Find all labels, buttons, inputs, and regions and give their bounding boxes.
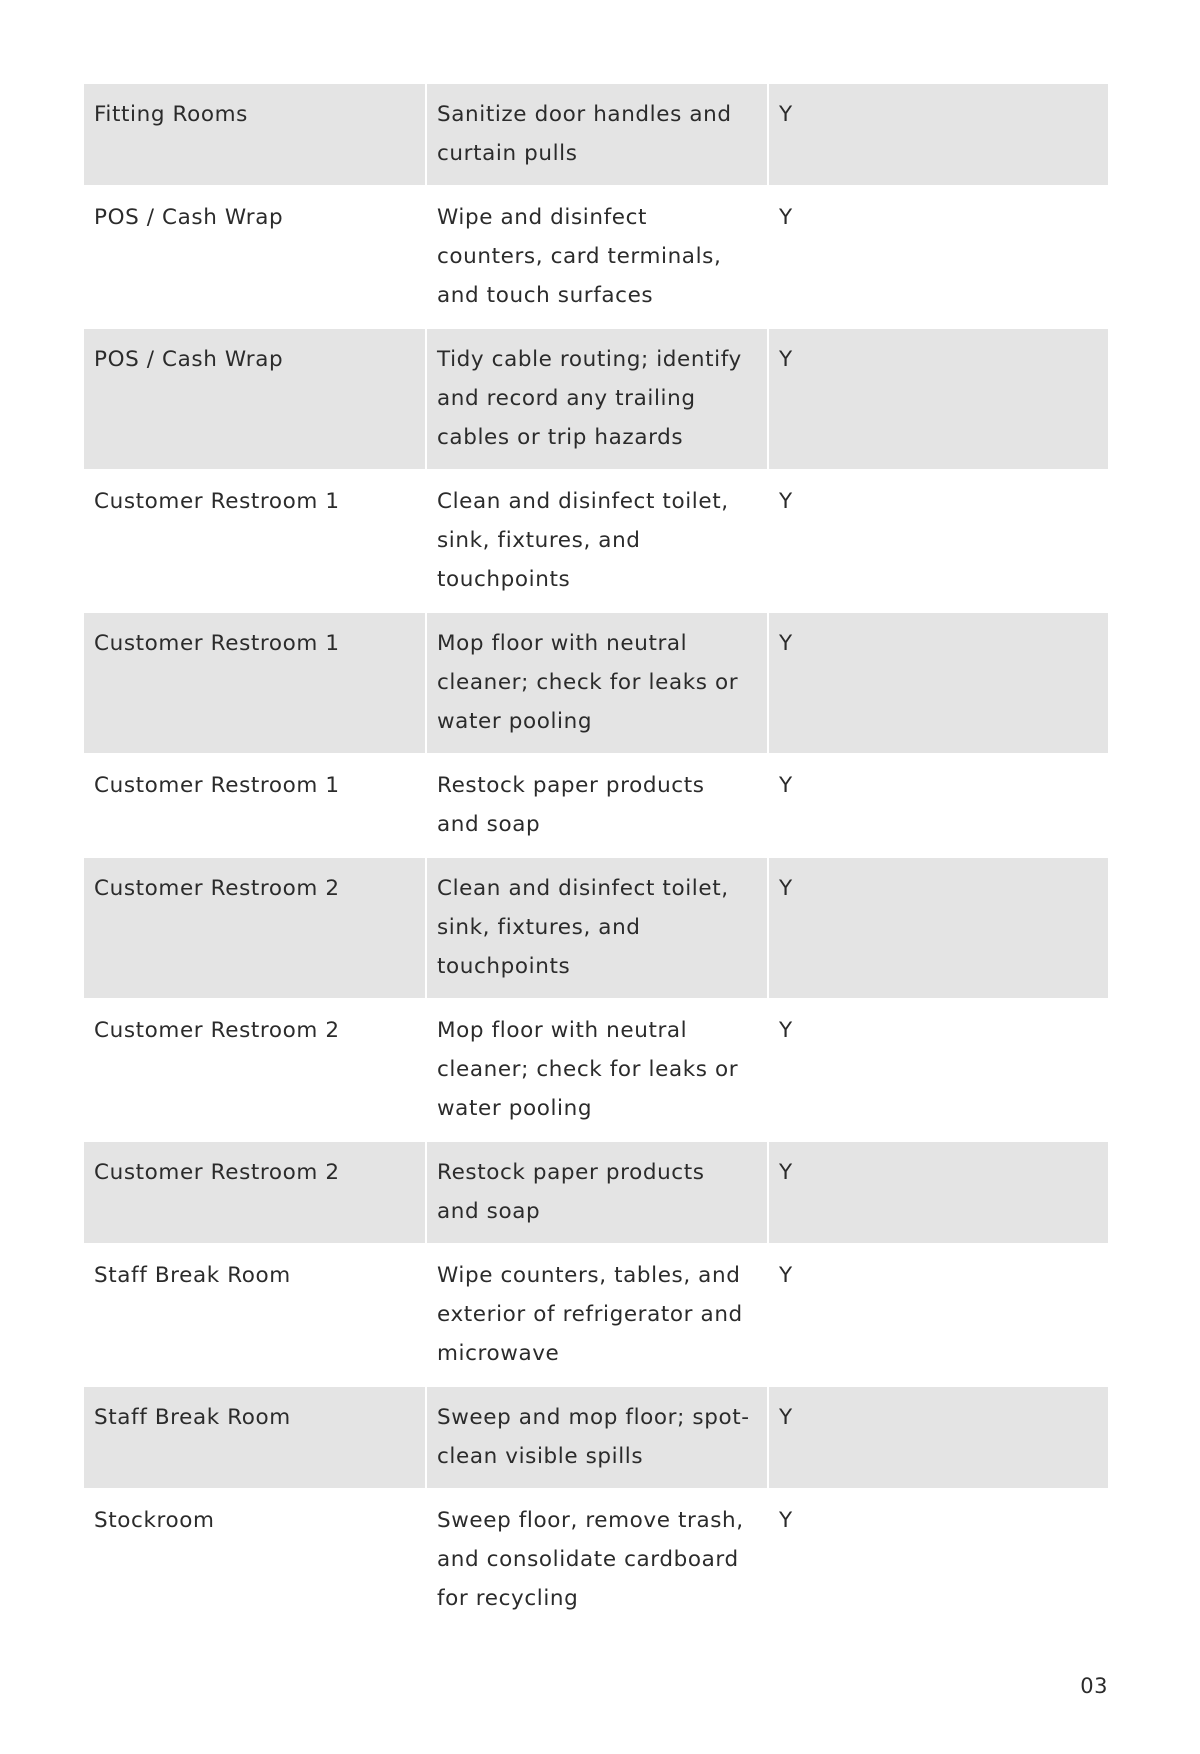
cleaning-checklist-table (84, 84, 1108, 1632)
table-row (84, 754, 1108, 857)
area-cell: POS / Cash Wrap (84, 186, 426, 328)
task-cell: Wipe counters, tables, and exterior of refrigerator and microwave (426, 1244, 768, 1386)
task-cell: Clean and disinfect toilet, sink, fixtures, and touchpoints (426, 470, 768, 612)
area-cell: Customer Restroom 1 (84, 612, 426, 754)
completed-cell: Y (768, 1244, 1108, 1386)
task-cell: Restock paper products and soap (426, 754, 768, 857)
completed-cell: Y (768, 1141, 1108, 1244)
table-row (84, 186, 1108, 328)
table-row (84, 1141, 1108, 1244)
task-cell: Tidy cable routing; identify and record any trailing cables or trip hazards (426, 328, 768, 470)
area-cell: Staff Break Room (84, 1386, 426, 1489)
task-cell: Sweep and mop floor; spot-clean visible spills (426, 1386, 768, 1489)
area-cell: Customer Restroom 2 (84, 999, 426, 1141)
task-cell: Restock paper products and soap (426, 1141, 768, 1244)
completed-cell: Y (768, 857, 1108, 999)
completed-cell: Y (768, 328, 1108, 470)
area-cell: Customer Restroom 2 (84, 857, 426, 999)
task-cell: Wipe and disinfect counters, card terminals, and touch surfaces (426, 186, 768, 328)
area-cell: POS / Cash Wrap (84, 328, 426, 470)
table-row (84, 999, 1108, 1141)
completed-cell: Y (768, 470, 1108, 612)
completed-cell: Y (768, 186, 1108, 328)
task-cell: Mop floor with neutral cleaner; check for leaks or water pooling (426, 999, 768, 1141)
table-row (84, 1386, 1108, 1489)
area-cell: Customer Restroom 1 (84, 754, 426, 857)
completed-cell: Y (768, 754, 1108, 857)
table-row (84, 612, 1108, 754)
completed-cell: Y (768, 84, 1108, 186)
table-row (84, 84, 1108, 186)
table-row (84, 857, 1108, 999)
task-cell: Sanitize door handles and curtain pulls (426, 84, 768, 186)
area-cell: Customer Restroom 1 (84, 470, 426, 612)
table-row (84, 328, 1108, 470)
page-number: 03 (1080, 1674, 1108, 1698)
table-row (84, 1489, 1108, 1631)
task-cell: Sweep floor, remove trash, and consolidate cardboard for recycling (426, 1489, 768, 1631)
table-row (84, 470, 1108, 612)
task-cell: Clean and disinfect toilet, sink, fixtures, and touchpoints (426, 857, 768, 999)
task-cell: Mop floor with neutral cleaner; check for leaks or water pooling (426, 612, 768, 754)
table-row (84, 1244, 1108, 1386)
completed-cell: Y (768, 1489, 1108, 1631)
area-cell: Fitting Rooms (84, 84, 426, 186)
completed-cell: Y (768, 612, 1108, 754)
completed-cell: Y (768, 1386, 1108, 1489)
completed-cell: Y (768, 999, 1108, 1141)
area-cell: Stockroom (84, 1489, 426, 1631)
table-body (84, 84, 1108, 1631)
area-cell: Staff Break Room (84, 1244, 426, 1386)
area-cell: Customer Restroom 2 (84, 1141, 426, 1244)
